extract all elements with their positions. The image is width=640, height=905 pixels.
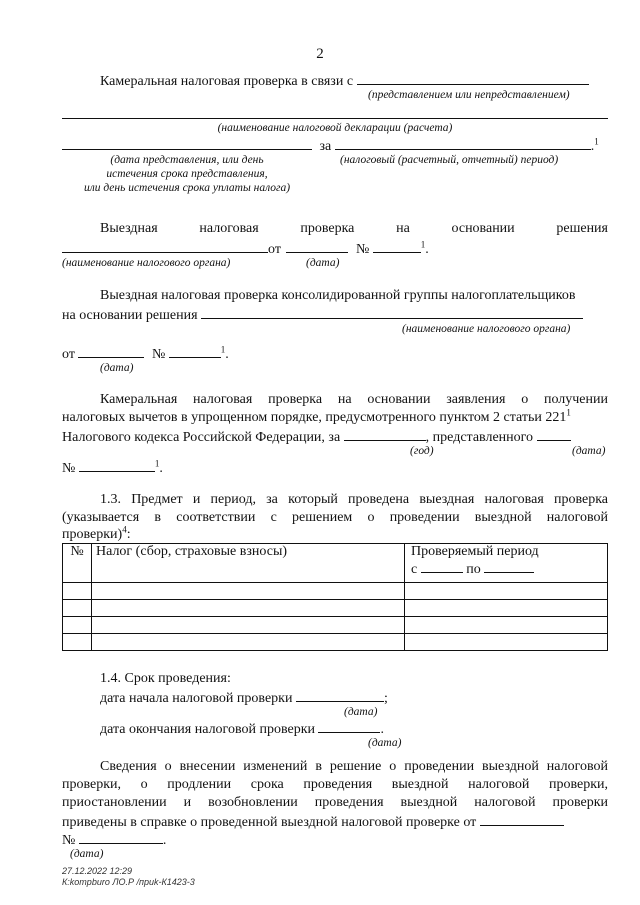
end-dot: .: [159, 461, 163, 476]
table-cell: [63, 634, 92, 651]
line3-text: проверки): [62, 527, 123, 542]
word-3: на: [396, 221, 410, 236]
hint-year: (год): [410, 445, 434, 457]
header-number: №: [63, 544, 92, 583]
organ-blank: [62, 240, 268, 253]
changes-line2: проверки, о продлении срока проведения выездной налоговой проверки,: [62, 777, 608, 792]
date-period-line: [62, 137, 599, 155]
footnote-1: 1: [420, 239, 426, 250]
year-blank: [344, 428, 426, 441]
footer-timestamp: 27.12.2022 12:29: [62, 866, 133, 876]
word-1: налоговая: [199, 221, 259, 236]
ot-label: от: [268, 242, 281, 257]
table-header-row: [63, 544, 608, 583]
cameral-deduction-line3: [62, 428, 571, 446]
table-cell: [63, 583, 92, 600]
date-blank: [62, 137, 312, 150]
number-blank: [79, 459, 155, 472]
presentation-blank: [357, 72, 589, 85]
period-title: Проверяемый период: [411, 544, 539, 559]
declaration-blank-line: [62, 118, 608, 119]
table-row: [63, 583, 608, 600]
num-label: №: [62, 461, 76, 476]
changes-line4: [62, 813, 564, 831]
date-blank: [78, 345, 144, 358]
field-check-decision-line: [62, 240, 429, 258]
start-label: дата начала налоговой проверки: [100, 691, 293, 706]
hint-date: (дата): [70, 848, 104, 860]
word-5: решения: [556, 221, 608, 236]
hint-organ: (наименование налогового органа): [402, 323, 571, 335]
table-cell: [92, 600, 405, 617]
table-cell: [405, 600, 608, 617]
hint-date-3: или день истечения срока уплаты налога): [83, 182, 291, 194]
presented-date-blank: [537, 428, 571, 441]
decision-number-blank: [373, 240, 421, 253]
decision-label: на основании решения: [62, 308, 198, 323]
line4-text: приведены в справке о проведенной выездной налоговой проверке от: [62, 815, 477, 830]
footnote-1: 1: [154, 458, 160, 469]
end-dot: .: [225, 347, 229, 362]
table-cell: [63, 617, 92, 634]
footnote-1: 1: [566, 407, 571, 418]
hint-period: (налоговый (расчетный, отчетный) период): [340, 154, 559, 166]
hint-presentation: (представлением или непредставлением): [368, 89, 570, 101]
period-end: .: [590, 139, 595, 154]
consolidated-check-line2: [62, 306, 583, 324]
cameral-deduction-line2: [62, 407, 571, 426]
end-date-blank: [318, 720, 380, 733]
table-cell: [92, 583, 405, 600]
section-13-line3: [62, 524, 131, 543]
hint-date-2: истечения срока представления,: [106, 168, 268, 180]
table-cell: [63, 600, 92, 617]
consolidated-check-line1: Выездная налоговая проверка консолидированной группы налогоплательщиков: [100, 288, 576, 303]
header-period: [405, 544, 608, 583]
start-date-blank: [296, 689, 384, 702]
period-blank: [335, 137, 591, 150]
field-check-line: [100, 221, 608, 237]
hint-date: (дата): [572, 445, 606, 457]
line2-text: налоговых вычетов в упрощенном порядке, предусмотренного пунктом 2 статьи 221: [62, 410, 567, 425]
changes-number-line: [62, 831, 166, 849]
table-cell: [92, 617, 405, 634]
footnote-1: 1: [220, 344, 226, 355]
period-from-blank: [421, 560, 463, 573]
section-13-line2: (указывается в соответствии с решением о проведении выездной налоговой: [62, 510, 608, 525]
hint-organ: (наименование налогового органа): [62, 257, 231, 269]
hint-declaration: (наименование налоговой декларации (расчета): [217, 122, 453, 134]
ot-label: от: [62, 347, 75, 362]
table-cell: [92, 634, 405, 651]
number-blank: [169, 345, 221, 358]
cameral-check-line: [100, 72, 589, 90]
period-to-label: по: [466, 562, 481, 577]
hint-date: (дата): [100, 362, 134, 374]
hint-date: (дата): [344, 706, 378, 718]
end-dot: .: [162, 833, 167, 848]
footnote-1: 1: [594, 136, 599, 147]
reference-date-blank: [480, 813, 564, 826]
consolidated-date-line: [62, 345, 229, 363]
table-row: [63, 634, 608, 651]
colon: :: [126, 527, 131, 542]
num-label: №: [355, 242, 370, 257]
line3a-text: Налогового кодекса Российской Федерации, за: [62, 430, 341, 445]
hint-date: (дата): [368, 737, 402, 749]
table-row: [63, 600, 608, 617]
page-number: 2: [316, 46, 324, 62]
line3b-text: , представленного: [425, 430, 534, 445]
table-cell: [405, 583, 608, 600]
word-2: проверка: [300, 221, 355, 236]
cameral-check-text: Камеральная налоговая проверка в связи с: [100, 74, 354, 89]
end-label: дата окончания налоговой проверки: [100, 722, 315, 737]
period-to-blank: [484, 560, 534, 573]
changes-line3: приостановлении и возобновлении проведения выездной налоговой проверки: [62, 795, 608, 810]
num-label: №: [62, 833, 76, 848]
changes-line1: Сведения о внесении изменений в решение о проведении выездной налоговой: [100, 759, 608, 774]
period-range: [411, 560, 603, 578]
end-dot: .: [425, 242, 429, 257]
table-cell: [405, 634, 608, 651]
word-4: основании: [451, 221, 515, 236]
num-label: №: [151, 347, 166, 362]
section-14-title: 1.4. Срок проведения:: [100, 671, 231, 686]
header-tax: Налог (сбор, страховые взносы): [92, 544, 405, 583]
organ-blank: [201, 306, 583, 319]
hint-date-1: (дата представления, или день: [110, 154, 264, 166]
table-row: [63, 617, 608, 634]
start-date-line: [100, 689, 388, 707]
word-0: Выездная: [100, 221, 158, 236]
section-13-line1: 1.3. Предмет и период, за который проведена выездная налоговая проверка: [100, 492, 608, 507]
end-end: .: [380, 722, 384, 737]
decision-date-blank: [286, 240, 348, 253]
za-label: за: [319, 139, 332, 154]
hint-date: (дата): [306, 257, 340, 269]
end-date-line: [100, 720, 384, 738]
footer-reference: К:kompburo ЛО.Р /приk-К1423-3: [62, 877, 195, 887]
tax-table: [62, 543, 608, 651]
footnote-4: 4: [122, 524, 127, 535]
number-blank: [79, 831, 163, 844]
table-cell: [405, 617, 608, 634]
period-from-label: с: [411, 562, 418, 577]
cameral-deduction-number-line: [62, 459, 163, 477]
start-end: ;: [383, 691, 388, 706]
cameral-deduction-line1: Камеральная налоговая проверка на основании заявления о получении: [100, 392, 608, 407]
